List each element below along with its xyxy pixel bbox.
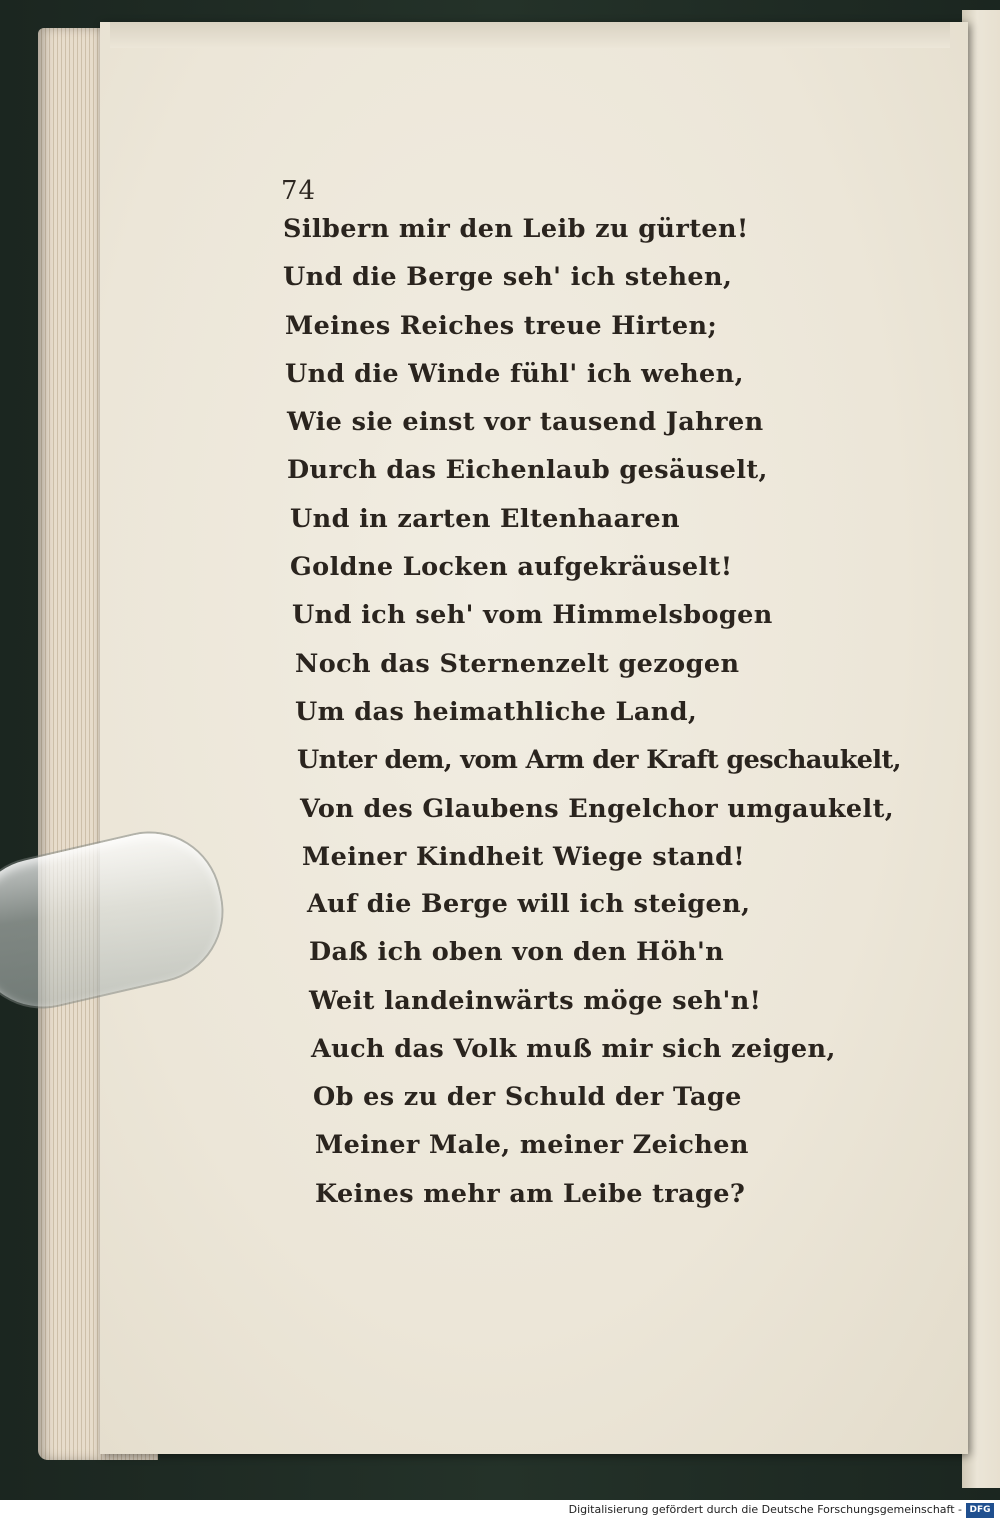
dfg-logo: DFG: [966, 1503, 994, 1518]
verse-line: Goldne Locken aufgekräuselt!: [290, 552, 733, 583]
verse-line: Und die Berge seh' ich stehen,: [283, 262, 733, 293]
verse-line: Wie sie einst vor tausend Jahren: [287, 407, 764, 438]
verse-line: Unter dem, vom Arm der Kraft geschaukelt,: [297, 745, 901, 776]
verse-line: Und die Winde fühl' ich wehen,: [285, 358, 744, 389]
verse-line: Durch das Eichenlaub gesäuselt,: [287, 455, 768, 486]
page-top-edge: [110, 22, 950, 48]
verse-line: Auch das Volk muß mir sich zeigen,: [311, 1033, 836, 1064]
verse-line: Um das heimathliche Land,: [295, 696, 698, 727]
verse-line: Daß ich oben von den Höh'n: [309, 937, 725, 968]
verse-line: Meiner Male, meiner Zeichen: [315, 1130, 749, 1161]
verse-line: Noch das Sternenzelt gezogen: [295, 648, 740, 679]
verse-line: Auf die Berge will ich steigen,: [307, 889, 751, 919]
verse-line: Und ich seh' vom Himmelsbogen: [292, 600, 773, 631]
verse-line: Von des Glaubens Engelchor umgaukelt,: [300, 793, 895, 824]
verse-line: Meines Reiches treue Hirten;: [285, 310, 718, 341]
verse-line: Meiner Kindheit Wiege stand!: [302, 841, 745, 872]
stanza-1: [0, 205, 900, 881]
footer-credit: Digitalisierung gefördert durch die Deutsche Forschungsgemeinschaft -: [568, 1503, 962, 1516]
verse-line: Weit landeinwärts möge seh'n!: [309, 985, 762, 1016]
page-number: 74: [281, 176, 317, 206]
verse-line: Keines mehr am Leibe trage?: [315, 1178, 746, 1209]
verse-line: Ob es zu der Schuld der Tage: [313, 1082, 742, 1113]
verse-line: Silbern mir den Leib zu gürten!: [283, 214, 749, 244]
verse-line: Und in zarten Eltenhaaren: [290, 503, 680, 534]
